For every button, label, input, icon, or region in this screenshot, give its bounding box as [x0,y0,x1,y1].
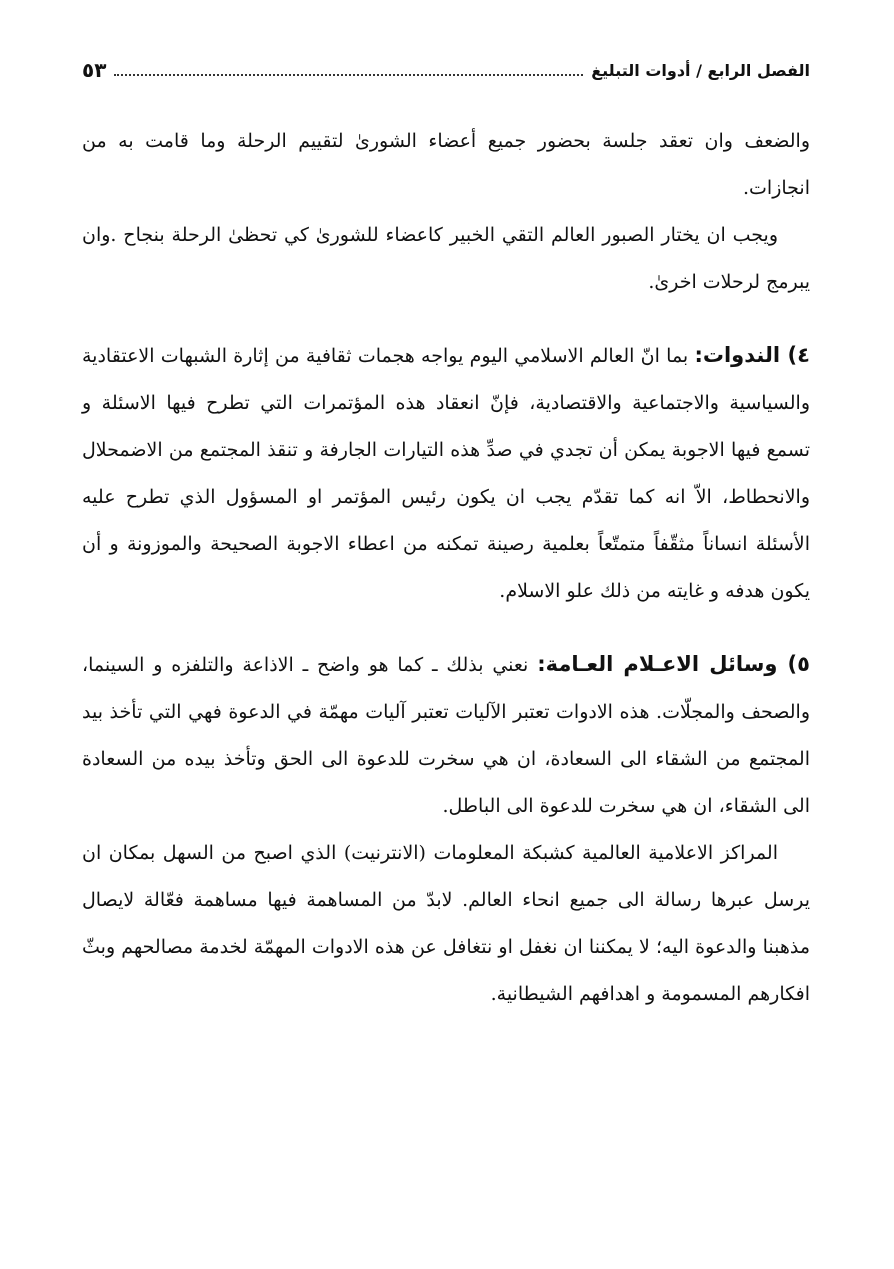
running-header [82,50,810,90]
page-body [82,118,810,1018]
paragraph-continuation: والضعف وان تعقد جلسة بحضور جميع أعضاء الشورىٰ لتقييم الرحلة وما قامت به من انجازات. [82,130,810,199]
section-heading-media: ٥) وسائل الاعـلام العـامة: [537,652,810,676]
chapter-title: الفصل الرابع / أدوات التبليغ [591,60,810,80]
seminars-text: بما انّ العالم الاسلامي اليوم يواجه هجمات ثقافية من إثارة الشبهات الاعتقادية والسياسية والاجتماعية والاقتصادية، فإنّ انعقاد هذه المؤتمرات التي تطرح فيها الاسئلة و تسمع فيها الاجوبة يمكن أن تجدي في صدِّ هذه التيارات الجارفة و تنقذ المجتمع من الاضمحلال والانحطاط، الاّ انه كما تقدّم يجب ان يكون رئيس المؤتمر او المسؤول الذي تطرح عليه الأسئلة انساناً مثقّفاً متمتّعاً بعلمية رصينة تمكنه من اعطاء الاجوبة الصحيحة والموزونة و أن يكون هدفه و غايته من ذلك علو الاسلام. [82,345,810,602]
paragraph-seminars [82,332,810,615]
section-heading-seminars: ٤) الندوات: [694,343,810,367]
page-number: ٥٣ [82,58,107,82]
dotted-leader [114,74,583,76]
paragraph-internet: المراكز الاعلامية العالمية كشبكة المعلومات (الانترنيت) الذي اصبح من السهل بمكان ان يرسل عبرها رسالة الى جميع انحاء العالم. لابدّ من المساهمة فيها مساهمة فعّالة لايصال مذهبنا والدعوة اليه؛ لا يمكننا ان نغفل او نتغافل عن هذه الادوات المهمّة لخدمة مصالحهم وبثّ افكارهم المسمومة و اهدافهم الشيطانية. [82,842,810,1005]
media-text: نعني بذلك ـ كما هو واضح ـ الاذاعة والتلفزه و السينما، والصحف والمجلّات. هذه الادوات تعتبر الآليات تعتبر آليات مهمّة في الدعوة فهي التي تأخذ بيد المجتمع من الشقاء الى السعادة، ان هي سخرت للدعوة الى الحق وتأخذ بيده من السعادة الى الشقاء، ان هي سخرت للدعوة الى الباطل. [82,654,810,817]
paragraph-media [82,641,810,830]
paragraph-council: ويجب ان يختار الصبور العالم التقي الخبير كاعضاء للشورىٰ كي تحظىٰ الرحلة بنجاح .وان يبرمج لرحلات اخرىٰ. [82,224,810,293]
